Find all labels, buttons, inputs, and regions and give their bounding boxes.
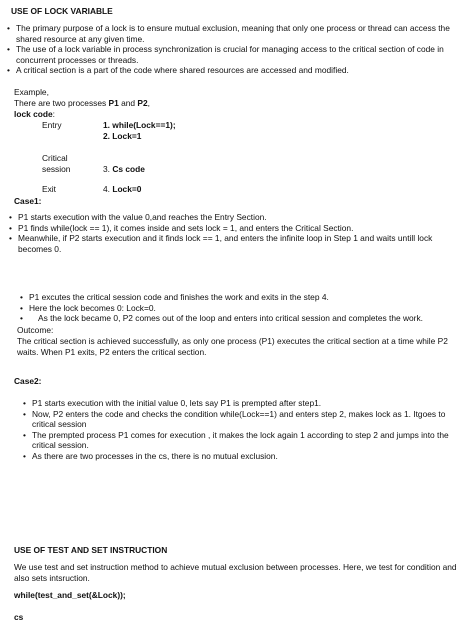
case1-list-2 — [20, 292, 460, 324]
cs-label: cs — [14, 612, 24, 622]
lock-variable-heading: USE OF LOCK VARIABLE — [11, 6, 113, 16]
case1-heading: Case1: — [14, 196, 42, 206]
example-intro: Example, — [14, 87, 49, 97]
list-item: • As the lock became 0, P2 comes out of the loop and enters into critical session and completes the work. — [20, 313, 460, 324]
list-item: • Now, P2 enters the code and checks the condition while(Lock==1) and enters step 2, makes lock as 1. Itgoes to critical session — [23, 409, 468, 430]
list-item: • P1 finds while(lock == 1), it comes inside and sets lock = 1, and enters the Critical Section. — [9, 223, 467, 234]
case2-heading: Case2: — [14, 376, 42, 386]
list-item: • As there are two processes in the cs, there is no mutual exclusion. — [23, 451, 468, 462]
list-item: • P1 starts execution with the value 0,and reaches the Entry Section. — [9, 212, 467, 223]
step-4-num: 4. — [103, 184, 110, 194]
list-item: • The use of a lock variable in process synchronization is crucial for managing access to the critical section of code in concurrent processes or threads. — [7, 44, 467, 65]
case1-list — [9, 212, 467, 254]
test-and-set-text: We use test and set instruction method to achieve mutual exclusion between processes. Here, we test for condition and also sets intsruction. — [14, 562, 457, 583]
step-4-text: Lock=0 — [112, 184, 142, 194]
lock-code-colon: : — [52, 109, 55, 119]
exit-label: Exit — [42, 184, 56, 194]
step-3-text: Cs code — [112, 164, 145, 174]
p1-label: P1 — [108, 98, 119, 108]
case2-list — [23, 398, 468, 462]
list-item: • The prempted process P1 comes for execution , it makes the lock again 1 according to step 2 and jumps into the critical session. — [23, 430, 468, 451]
step-1: 1. while(Lock==1); — [103, 120, 176, 130]
entry-label: Entry — [42, 120, 62, 130]
example-prefix: There are two processes — [14, 98, 109, 108]
critical-label: Critical — [42, 153, 68, 163]
p2-label: P2 — [137, 98, 148, 108]
list-item: • The primary purpose of a lock is to ensure mutual exclusion, meaning that only one process or thread can access the shared resource at any given time. — [7, 23, 467, 44]
step-3 — [103, 164, 145, 175]
step-3-num: 3. — [103, 164, 110, 174]
list-item: • P1 starts execution with the initial value 0, lets say P1 is prempted after step1. — [23, 398, 468, 409]
test-and-set-code: while(test_and_set(&Lock)); — [14, 590, 126, 600]
step-4 — [103, 184, 141, 195]
example-comma: , — [147, 98, 150, 108]
lock-code-label — [14, 109, 55, 120]
list-item: • A critical section is a part of the code where shared resources are accessed and modified. — [7, 65, 467, 76]
example-processes-line — [14, 98, 150, 109]
list-item: • Meanwhile, if P2 starts execution and it finds lock == 1, and enters the infinite loop in Step 1 and waits untill lock becomes 0. — [9, 233, 467, 254]
list-item: • P1 excutes the critical session code and finishes the work and exits in the step 4. — [20, 292, 460, 303]
lock-variable-list — [7, 23, 467, 76]
lock-code-text: lock code — [14, 109, 53, 119]
step-2: 2. Lock=1 — [103, 131, 142, 141]
outcome-label: Outcome: — [17, 325, 54, 335]
test-and-set-heading: USE OF TEST AND SET INSTRUCTION — [14, 545, 168, 555]
session-label: session — [42, 164, 71, 174]
outcome-text: The critical section is achieved successfully, as only one process (P1) executes the critical section at a time while P2 waits. When P1 exits, P2 enters the critical section. — [17, 336, 448, 357]
example-and: and — [118, 98, 138, 108]
list-item: • Here the lock becomes 0: Lock=0. — [20, 303, 460, 314]
